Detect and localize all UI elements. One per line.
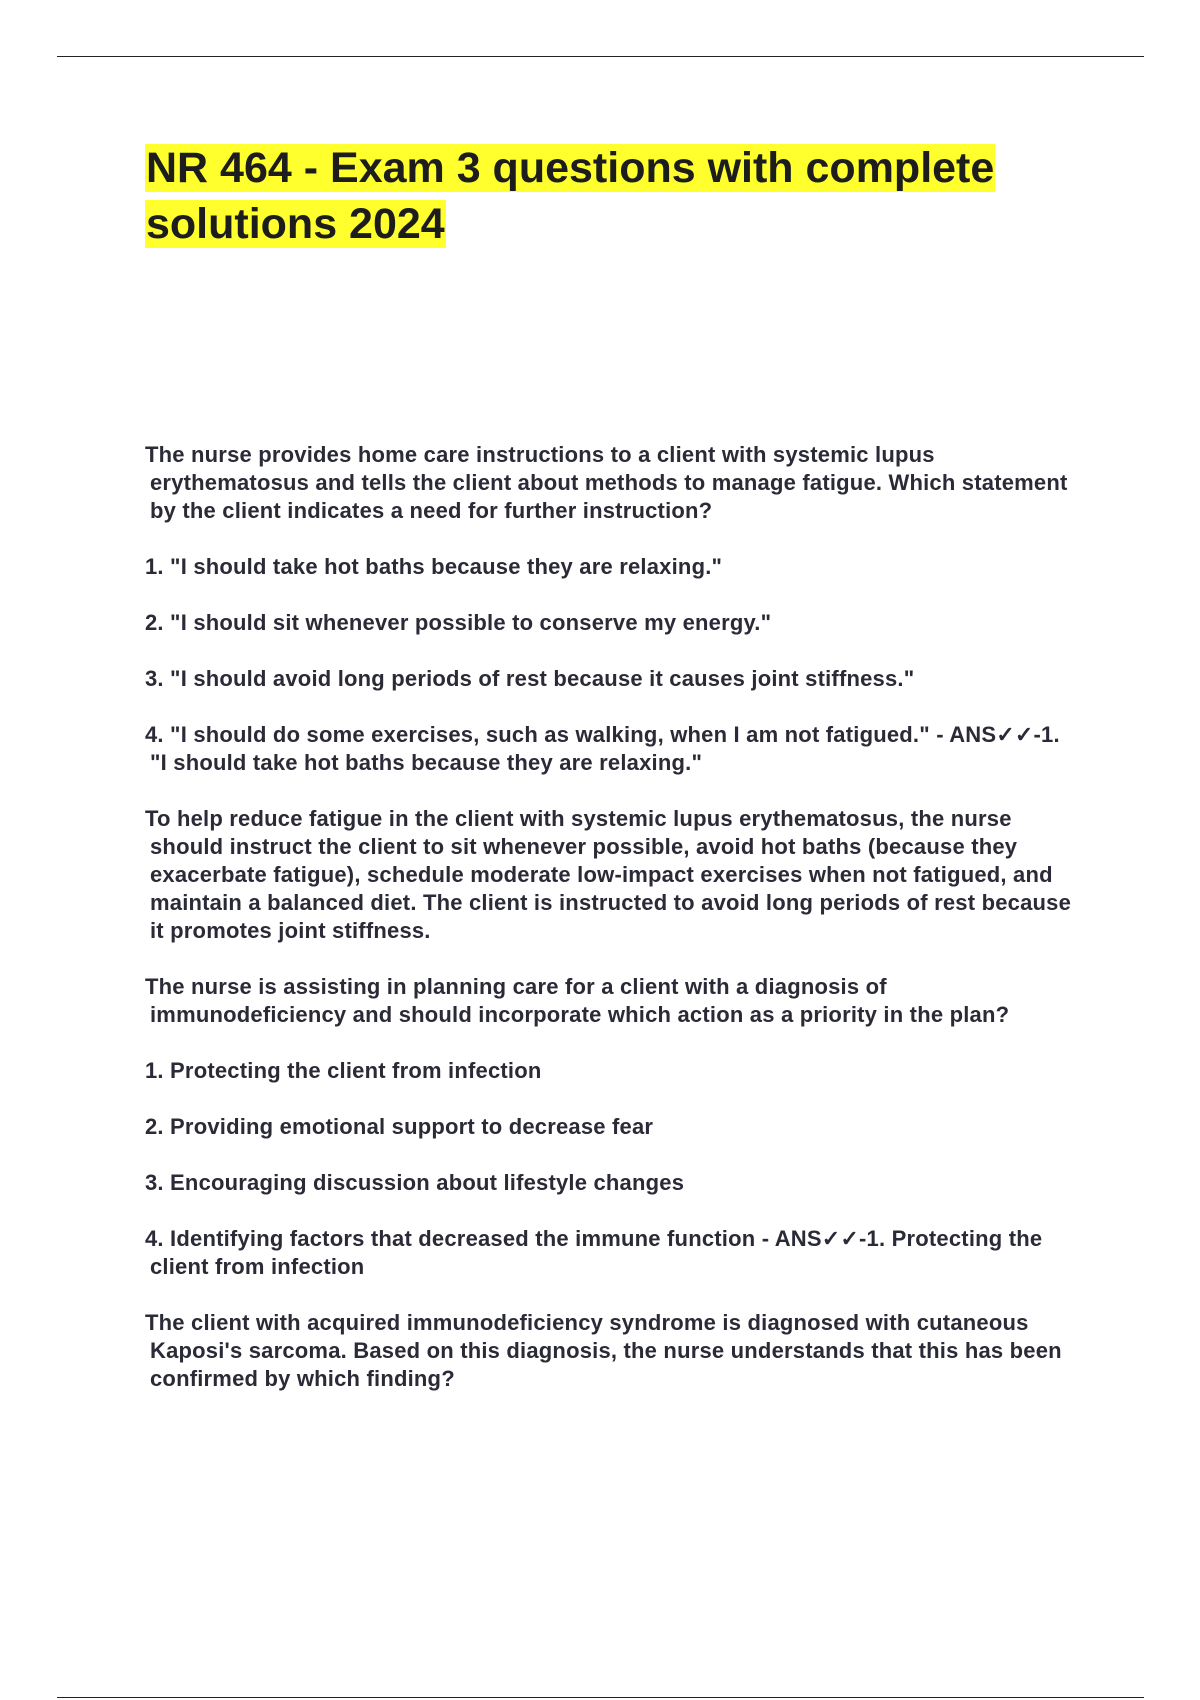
document-title [145, 140, 1085, 252]
question-1-option-2: 2. "I should sit whenever possible to conserve my energy." [145, 610, 772, 635]
question-1-option-4-answer: 4. "I should do some exercises, such as walking, when I am not fatigued." - ANS✓✓-1. "I should take hot baths because they are relaxing." [145, 722, 1060, 775]
question-1-rationale: To help reduce fatigue in the client with systemic lupus erythematosus, the nurse should instruct the client to sit whenever possible, avoid hot baths (because they exacerbate fatigue), schedule moderate low-impact exercises when not fatigued, and maintain a balanced diet. The client is instructed to avoid long periods of rest because it promotes joint stiffness. [145, 806, 1072, 943]
question-1-option-3: 3. "I should avoid long periods of rest because it causes joint stiffness." [145, 666, 915, 691]
document-body [145, 441, 1075, 1421]
bottom-rule [57, 1697, 1144, 1698]
question-2-option-2: 2. Providing emotional support to decrease fear [145, 1114, 654, 1139]
question-2-option-1: 1. Protecting the client from infection [145, 1058, 542, 1083]
question-1-option-1: 1. "I should take hot baths because they are relaxing." [145, 554, 723, 579]
question-2-option-3: 3. Encouraging discussion about lifestyle changes [145, 1170, 685, 1195]
title-highlight: NR 464 - Exam 3 questions with complete solutions 2024 [146, 144, 995, 248]
question-2-option-4-answer: 4. Identifying factors that decreased the immune function - ANS✓✓-1. Protecting the client from infection [145, 1226, 1043, 1279]
question-1-stem: The nurse provides home care instructions to a client with systemic lupus erythematosus and tells the client about methods to manage fatigue. Which statement by the client indicates a need for further instruction? [145, 442, 1068, 523]
question-3-stem: The client with acquired immunodeficiency syndrome is diagnosed with cutaneous Kaposi's sarcoma. Based on this diagnosis, the nurse understands that this has been confirmed by which finding? [145, 1310, 1062, 1391]
top-rule [57, 56, 1144, 57]
question-2-stem: The nurse is assisting in planning care for a client with a diagnosis of immunodeficiency and should incorporate which action as a priority in the plan? [145, 974, 1010, 1027]
